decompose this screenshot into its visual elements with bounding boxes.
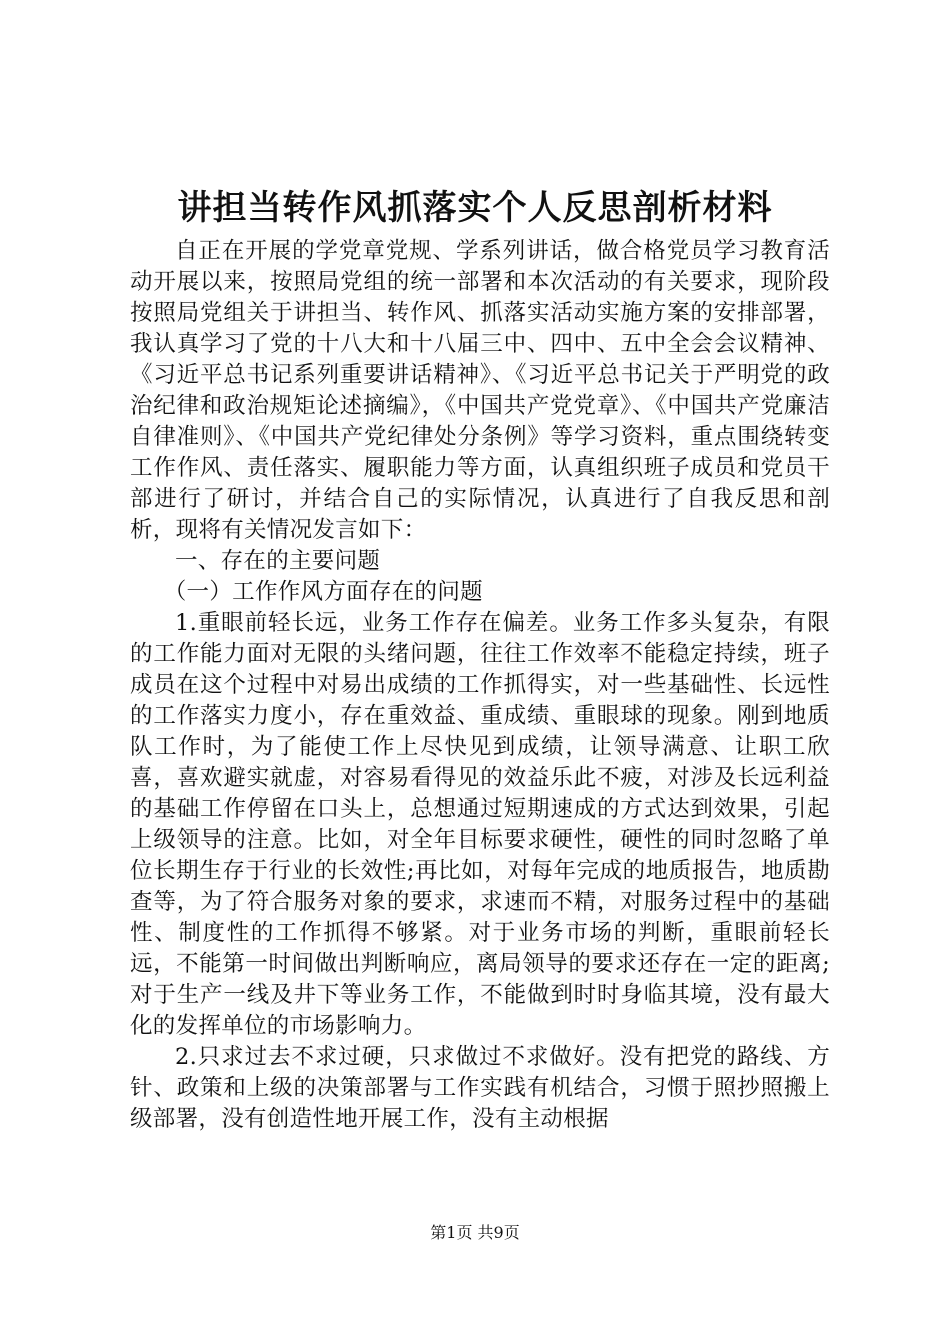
document-body: [130, 236, 830, 1135]
subsection-heading: （一）工作作风方面存在的问题: [163, 579, 483, 605]
intro-paragraph: 自正在开展的学党章党规、学系列讲话，做合格党员学习教育活动开展以来，按照局党组的统一部署和本次活动的有关要求，现阶段按照局党组关于讲担当、转作风、抓落实活动实施方案的安排部署，我认真学习了党的十八大和十八届三中、四中、五中全会会议精神、《习近平总书记系列重要讲话精神》、《习近平总书记关于严明党的政治纪律和政治规矩论述摘编》，《中国共产党党章》、《中国共产党廉洁自律准则》、《中国共产党纪律处分条例》等学习资料，重点围绕转变工作作风、责任落实、履职能力等方面，认真组织班子成员和党员干部进行了研讨，并结合自己的实际情况，认真进行了自我反思和剖析，现将有关情况发言如下：: [130, 238, 830, 543]
document-title: 讲担当转作风抓落实个人反思剖析材料: [177, 188, 773, 228]
body-paragraph: 1.重眼前轻长远，业务工作存在偏差。业务工作多头复杂，有限的工作能力面对无限的头绪问题，往往工作效率不能稳定持续，班子成员在这个过程中对易出成绩的工作抓得实，对一些基础性、长远性的工作落实力度小，存在重效益、重成绩、重眼球的现象。刚到地质队工作时，为了能使工作上尽快见到成绩，让领导满意、让职工欣喜，喜欢避实就虚，对容易看得见的效益乐此不疲，对涉及长远利益的基础工作停留在口头上，总想通过短期速成的方式达到效果，引起上级领导的注意。比如，对全年目标要求硬性，硬性的同时忽略了单位长期生存于行业的长效性;再比如，对每年完成的地质报告，地质勘查等，为了符合服务对象的要求，求速而不精，对服务过程中的基础性、制度性的工作抓得不够紧。对于业务市场的判断，重眼前轻长远，不能第一时间做出判断响应，离局领导的要求还存在一定的距离;对于生产一线及井下等业务工作，不能做到时时身临其境，没有最大化的发挥单位的市场影响力。: [130, 610, 830, 1039]
section-heading: 一、存在的主要问题: [175, 548, 381, 574]
body-paragraph: 2.只求过去不求过硬，只求做过不求做好。没有把党的路线、方针、政策和上级的决策部署与工作实践有机结合，习惯于照抄照搬上级部署，没有创造性地开展工作，没有主动根据: [130, 1044, 830, 1132]
page-footer: 第1页 共9页: [430, 1223, 520, 1242]
